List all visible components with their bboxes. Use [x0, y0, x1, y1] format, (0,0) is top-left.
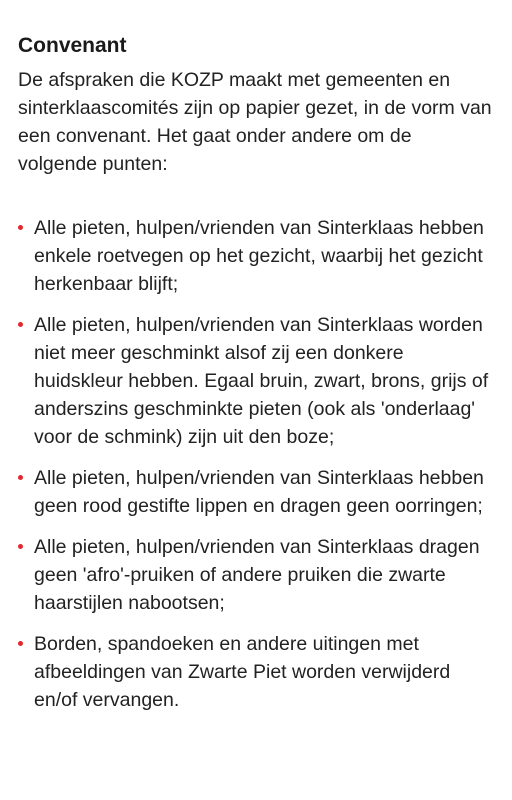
- list-item: [18, 311, 494, 451]
- bullet-dot-icon: [18, 475, 23, 480]
- bullet-dot-icon: [18, 225, 23, 230]
- bullet-list: [18, 214, 494, 714]
- list-item: [18, 464, 494, 520]
- bullet-dot-icon: [18, 641, 23, 646]
- list-item: [18, 533, 494, 617]
- list-item-text: Alle pieten, hulpen/vrienden van Sinterklaas dragen geen 'afro'-pruiken of andere pruiken die zwarte haarstijlen nabootsen;: [34, 536, 480, 614]
- list-item: [18, 214, 494, 298]
- bullet-dot-icon: [18, 322, 23, 327]
- list-item-text: Borden, spandoeken en andere uitingen met afbeeldingen van Zwarte Piet worden verwijderd en/of vervangen.: [34, 633, 451, 711]
- intro-paragraph: De afspraken die KOZP maakt met gemeenten en sinterklaascomités zijn op papier gezet, in de vorm van een convenant. Het gaat onder andere om de volgende punten:: [18, 69, 492, 175]
- bullet-dot-icon: [18, 544, 23, 549]
- list-item-text: Alle pieten, hulpen/vrienden van Sinterklaas hebben geen rood gestifte lippen en dragen geen oorringen;: [34, 467, 484, 517]
- section-heading: Convenant: [18, 34, 127, 57]
- list-item-text: Alle pieten, hulpen/vrienden van Sinterklaas hebben enkele roetvegen op het gezicht, waarbij het gezicht herkenbaar blijft;: [34, 217, 484, 295]
- list-item-text: Alle pieten, hulpen/vrienden van Sinterklaas worden niet meer geschminkt alsof zij een donkere huidskleur hebben. Egaal bruin, zwart, brons, grijs of anderszins geschminkte pieten (ook als 'onderlaag' voor de schmink) zijn uit den boze;: [34, 314, 489, 448]
- list-item: [18, 630, 494, 714]
